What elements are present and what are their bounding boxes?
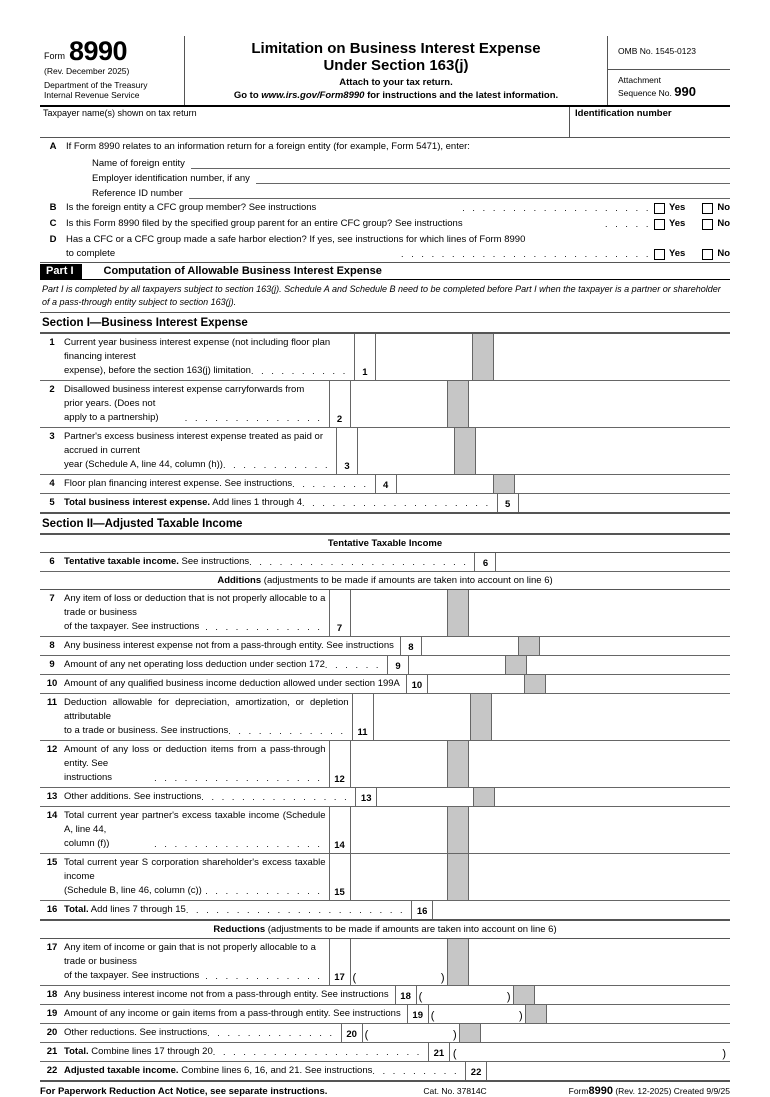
line-5-text: Add lines 1 through 4 [210,497,302,508]
spacer-gray [447,939,469,985]
line-14-number: 14 [46,810,58,821]
question-a [40,138,730,154]
department-line-1: Department of the Treasury [44,80,148,90]
question-b [40,199,730,215]
line-16-box-number: 16 [411,901,433,919]
line-7-number: 7 [49,593,55,604]
line-13-amount-input[interactable] [377,788,473,806]
questions-block [40,138,730,263]
form-title-line-2: Under Section 163(j) [323,57,469,74]
line-5-box-number: 5 [497,494,519,512]
line-10-number: 10 [46,678,58,689]
identification-number-field[interactable] [570,107,730,137]
form-8990 [40,36,730,1097]
dot-leader: . . . . . . . . . . . [222,460,331,470]
line-7-row [40,590,730,637]
question-b-no[interactable] [702,201,730,215]
dot-leader: . . . . . . . . . . . . . . . . . . . [301,498,491,508]
form-revision-date: (Rev. December 2025) [44,66,130,76]
line-11-text-2: to a trade or business. See instructions [64,725,229,736]
additions-heading-bold: Additions [217,575,262,586]
line-21-box-number: 21 [428,1043,450,1061]
line-9-tail [527,656,730,674]
goto-instruction [185,90,607,101]
attachment-label: Attachment [618,75,661,85]
dot-leader: . . . . . . . . . . . . . [207,1028,335,1038]
line-19-box-number: 19 [407,1005,429,1023]
line-8-tail [540,637,730,655]
line-3-box-number: 3 [336,428,358,474]
question-a-letter: A [49,141,57,152]
section-1-heading: Section I—Business Interest Expense [40,313,730,334]
question-d [40,231,730,261]
checkbox-icon[interactable] [654,219,665,230]
spacer-gray [473,788,495,806]
line-11-tail [492,694,730,740]
sequence-number: 990 [674,84,696,99]
department-line-2: Internal Revenue Service [44,90,140,100]
line-11-box-number: 11 [352,694,374,740]
yes-label: Yes [668,248,686,259]
footer-revision: (Rev. 12-2025) Created 9/9/25 [612,1086,730,1096]
line-10-box-number: 10 [406,675,428,693]
line-20-row [40,1024,730,1043]
line-3-tail [476,428,730,474]
attach-instruction: Attach to your tax return. [339,77,453,88]
line-7-text-1: Any item of loss or deduction that is not properly allocable to a trade or business [64,593,326,618]
line-6-row [40,553,730,572]
spacer-gray [493,475,515,493]
line-22-bold-text: Adjusted taxable income. [64,1065,179,1076]
line-2-number: 2 [49,384,55,395]
dot-leader: . . . . . . . . . . . . . . . . . . . . . [212,1047,422,1057]
foreign-entity-name-input[interactable] [191,156,730,169]
line-20-box-number: 20 [341,1024,363,1042]
dot-leader: . . . . . . . . . . . . [205,886,323,896]
line-9-amount-input[interactable] [409,656,505,674]
question-d-yes[interactable] [654,247,685,261]
line-20-number: 20 [46,1027,58,1038]
foreign-ein-row[interactable] [40,171,730,184]
dot-leader: . . . . . . . . . [372,1066,460,1076]
question-d-letter: D [49,234,57,245]
line-15-text-1: Total current year S corporation shareholder's excess taxable income [64,857,326,882]
section-2-heading: Section II—Adjusted Taxable Income [40,514,730,535]
dot-leader: . . . . . . . . . . . . . . . . . . . [462,203,651,213]
line-17-row [40,939,730,986]
foreign-entity-name-label: Name of foreign entity [92,158,185,169]
goto-prefix: Go to [233,90,262,101]
dot-leader: . . . . . . . . . . . . . . . . . [154,839,323,849]
line-12-text-2: instructions [64,772,113,783]
spacer-gray [518,637,540,655]
form-header [40,36,730,107]
line-6-amount-input[interactable] [496,553,730,571]
goto-url: www.irs.gov/Form8990 [261,90,365,101]
reductions-heading [40,921,730,939]
additions-heading [40,572,730,590]
line-6-box-number: 6 [474,553,496,571]
line-15-number: 15 [46,857,58,868]
dot-leader: . . . . . . . . . . . . . . . . . [154,773,323,783]
line-14-text-2: column (f)) [64,838,110,849]
spacer-gray [524,675,546,693]
line-5-number: 5 [49,497,55,508]
question-d-answers [654,247,730,261]
line-19-amount-input[interactable] [429,1005,525,1023]
dot-leader: . . . . . . [324,660,382,670]
spacer-gray [447,590,469,636]
catalog-number: Cat. No. 37814C [423,1086,487,1096]
line-21-amount-input[interactable] [450,1043,730,1061]
checkbox-icon[interactable] [654,249,665,260]
line-15-box-number: 15 [329,854,351,900]
line-13-text: Other additions. See instructions [64,791,202,802]
line-22-text: Combine lines 6, 16, and 21. See instructions [178,1065,373,1076]
question-a-text: If Form 8990 relates to an information return for a foreign entity (for example, Form 5471), enter: [66,141,470,152]
part-1-title: Computation of Allowable Business Interest Expense [103,265,382,277]
line-12-tail [469,741,731,787]
line-17-text-2: of the taxpayer. See instructions [64,970,200,981]
spacer-gray [447,807,469,853]
line-22-number: 22 [46,1065,58,1076]
line-14-amount-input[interactable] [351,807,447,853]
line-15-row [40,854,730,901]
line-2-text-1: Disallowed business interest expense carryforwards from prior years. (Does not [64,384,305,409]
form-footer [40,1082,730,1097]
spacer-gray [505,656,527,674]
line-5-row [40,494,730,514]
line-18-row [40,986,730,1005]
line-2-text-2: apply to a partnership) [64,412,159,423]
spacer-gray [447,741,469,787]
question-d-no[interactable] [702,247,730,261]
foreign-entity-name-row[interactable] [40,156,730,169]
question-c-no[interactable] [702,217,730,231]
spacer-gray [454,428,476,474]
dot-leader: . . . . . . . . . . . . . . . . . . . . . . . . . [401,249,651,259]
line-4-row [40,475,730,494]
line-18-tail [535,986,730,1004]
line-17-number: 17 [46,942,58,953]
reference-id-label: Reference ID number [92,188,183,199]
line-14-tail [469,807,731,853]
line-2-tail [469,381,731,427]
line-7-text-2: of the taxpayer. See instructions [64,621,200,632]
spacer-gray [472,334,494,380]
line-1-text-1: Current year business interest expense (not including floor plan financing interest [64,337,331,362]
line-17-text-1: Any item of income or gain that is not properly allocable to a trade or business [64,942,316,967]
question-b-letter: B [49,202,57,213]
line-9-number: 9 [49,659,55,670]
identification-number-label: Identification number [575,108,672,119]
spacer-gray [447,854,469,900]
form-identity-block [40,36,185,105]
question-b-yes[interactable] [654,201,685,215]
checkbox-icon[interactable] [702,249,713,260]
line-8-box-number: 8 [400,637,422,655]
line-18-amount-input[interactable] [417,986,513,1004]
line-13-row [40,788,730,807]
question-c-letter: C [49,218,57,229]
line-13-box-number: 13 [355,788,377,806]
taxpayer-name-label: Taxpayer name(s) shown on tax return [43,108,197,118]
line-6-text: See instructions [178,556,250,567]
sequence-label: Sequence No. [618,88,672,98]
line-1-amount-input[interactable] [376,334,472,380]
line-8-text: Any business interest expense not from a pass-through entity. See instructions [64,640,394,651]
line-16-bold-text: Total. [64,904,89,915]
line-16-text: Add lines 7 through 15 [88,904,186,915]
line-12-amount-input[interactable] [351,741,447,787]
line-19-number: 19 [46,1008,58,1019]
line-5-amount-input[interactable] [519,494,730,512]
line-22-row [40,1062,730,1082]
line-4-text: Floor plan financing interest expense. See instructions [64,478,293,489]
line-1-box-number: 1 [354,334,376,380]
line-21-text: Combine lines 17 through 20 [88,1046,213,1057]
line-7-box-number: 7 [329,590,351,636]
line-20-text: Other reductions. See instructions [64,1027,208,1038]
line-3-text-2: year (Schedule A, line 44, column (h)) [64,459,223,470]
line-10-row [40,675,730,694]
question-d-text-line-1: Has a CFC or a CFC group made a safe harbor election? If yes, see instructions for which lines of Form 8990 [66,234,526,245]
line-14-row [40,807,730,854]
spacer-gray [525,1005,547,1023]
question-c [40,215,730,231]
form-number: 8990 [69,36,128,66]
line-3-number: 3 [49,431,55,442]
line-7-tail [469,590,731,636]
line-10-amount-input[interactable] [428,675,524,693]
question-c-yes[interactable] [654,217,685,231]
line-22-amount-input[interactable] [487,1062,730,1080]
line-9-text: Amount of any net operating loss deduction under section 172 [64,659,325,670]
tentative-taxable-income-heading: Tentative Taxable Income [40,535,730,553]
line-14-box-number: 14 [329,807,351,853]
no-label: No [717,218,730,229]
line-21-row [40,1043,730,1062]
line-17-amount-input[interactable] [351,939,447,985]
line-13-tail [495,788,730,806]
additions-heading-note: (adjustments to be made if amounts are taken into account on line 6) [261,575,553,586]
line-3-amount-input[interactable] [358,428,454,474]
line-17-tail [469,939,731,985]
line-20-tail [481,1024,730,1042]
part-1-bar [40,264,730,280]
dot-leader: . . . . . . . . . . . . [205,971,323,981]
footer-form-id [569,1085,730,1097]
spacer-gray [513,986,535,1004]
reductions-heading-note: (adjustments to be made if amounts are taken into account on line 6) [265,924,557,935]
checkbox-icon[interactable] [654,203,665,214]
line-18-box-number: 18 [395,986,417,1004]
line-15-text-2: (Schedule B, line 46, column (c)) [64,885,202,896]
paperwork-notice: For Paperwork Reduction Act Notice, see separate instructions. [40,1086,328,1097]
line-18-number: 18 [46,989,58,1000]
line-12-row [40,741,730,788]
line-11-number: 11 [46,697,58,708]
line-16-row [40,901,730,921]
question-c-text: Is this Form 8990 filed by the specified group parent for an entire CFC group? See instructions [66,218,463,229]
dot-leader: . . . . . . . . . . . . [205,622,323,632]
dot-leader: . . . . . . . . . . . . . . [184,413,323,423]
line-16-number: 16 [46,904,58,915]
spacer-gray [459,1024,481,1042]
line-6-bold-text: Tentative taxable income. [64,556,179,567]
line-18-text: Any business interest income not from a pass-through entity. See instructions [64,989,389,1000]
line-10-tail [546,675,730,693]
dot-leader: . . . . . . . . . . . . [228,726,346,736]
dot-leader: . . . . . [605,219,651,229]
line-14-text-1: Total current year partner's excess taxable income (Schedule A, line 44, [64,810,326,835]
line-20-amount-input[interactable] [363,1024,459,1042]
spacer-gray [470,694,492,740]
line-17-box-number: 17 [329,939,351,985]
reference-id-input[interactable] [189,186,730,199]
question-c-answers [654,217,730,231]
foreign-ein-label: Employer identification number, if any [92,173,250,184]
line-15-amount-input[interactable] [351,854,447,900]
form-title-line-1: Limitation on Business Interest Expense [251,40,541,57]
line-13-number: 13 [46,791,58,802]
line-19-tail [547,1005,730,1023]
reductions-heading-bold: Reductions [213,924,266,935]
line-4-tail [515,475,730,493]
omb-number: OMB No. 1545-0123 [608,36,730,70]
part-1-note: Part I is completed by all taxpayers subject to section 163(j). Schedule A and Schedule B need to be completed before Part I when the taxpayer is a partner or shareholder of a pass-through entity subject to section 163(j). [40,280,730,313]
taxpayer-row [40,107,730,138]
line-21-bold-text: Total. [64,1046,89,1057]
no-label: No [717,202,730,213]
line-8-amount-input[interactable] [422,637,518,655]
line-8-number: 8 [49,640,55,651]
line-19-row [40,1005,730,1024]
line-12-box-number: 12 [329,741,351,787]
line-5-bold-text: Total business interest expense. [64,497,211,508]
question-b-text: Is the foreign entity a CFC group member? See instructions [66,202,317,213]
dot-leader: . . . . . . . . . . [250,366,348,376]
footer-form-word: Form [568,1086,589,1096]
checkbox-icon[interactable] [702,203,713,214]
line-4-box-number: 4 [375,475,397,493]
dot-leader: . . . . . . . . . . . . . . . . . . . . . . [185,905,406,915]
question-b-answers [654,201,730,215]
line-9-box-number: 9 [387,656,409,674]
yes-label: Yes [668,202,686,213]
question-d-text-line-2: to complete [66,248,116,259]
line-7-amount-input[interactable] [351,590,447,636]
taxpayer-name-field[interactable] [40,107,570,137]
line-10-text: Amount of any qualified business income deduction allowed under section 199A [64,678,400,689]
line-1-number: 1 [49,337,55,348]
line-3-row [40,428,730,475]
line-1-text-2: expense), before the section 163(j) limitation [64,365,251,376]
line-9-row [40,656,730,675]
form-word-label: Form [44,51,65,61]
line-8-row [40,637,730,656]
line-21-number: 21 [46,1046,58,1057]
dot-leader: . . . . . . . . . . . . . . . . . . . . . . [249,557,469,567]
line-12-text-1: Amount of any loss or deduction items from a pass-through entity. See [64,744,326,769]
dot-leader: . . . . . . . . [292,479,369,489]
yes-label: Yes [668,218,686,229]
line-3-text-1: Partner's excess business interest expense treated as paid or accrued in current [64,431,323,456]
line-2-row [40,381,730,428]
no-label: No [717,248,730,259]
dot-leader: . . . . . . . . . . . . . . . [201,792,350,802]
line-11-amount-input[interactable] [374,694,470,740]
line-1-row [40,334,730,381]
line-15-tail [469,854,731,900]
foreign-ein-input[interactable] [256,171,730,184]
line-6-number: 6 [49,556,55,567]
omb-block [607,36,730,105]
spacer-gray [447,381,469,427]
line-4-number: 4 [49,478,55,489]
attachment-sequence [608,70,730,99]
goto-suffix: for instructions and the latest information. [364,90,559,101]
line-12-number: 12 [46,744,58,755]
line-4-amount-input[interactable] [397,475,493,493]
line-2-amount-input[interactable] [351,381,447,427]
line-22-box-number: 22 [465,1062,487,1080]
form-title-block [185,36,607,105]
line-11-row [40,694,730,741]
reference-id-row[interactable] [40,186,730,199]
line-11-text-1: Deduction allowable for depreciation, amortization, or depletion attributable [64,697,349,722]
part-1-tag: Part I [40,264,82,279]
line-1-tail [494,334,730,380]
line-2-box-number: 2 [329,381,351,427]
footer-form-number: 8990 [588,1085,613,1097]
checkbox-icon[interactable] [702,219,713,230]
line-16-amount-input[interactable] [433,901,730,919]
line-19-text: Amount of any income or gain items from a pass-through entity. See instructions [64,1008,401,1019]
